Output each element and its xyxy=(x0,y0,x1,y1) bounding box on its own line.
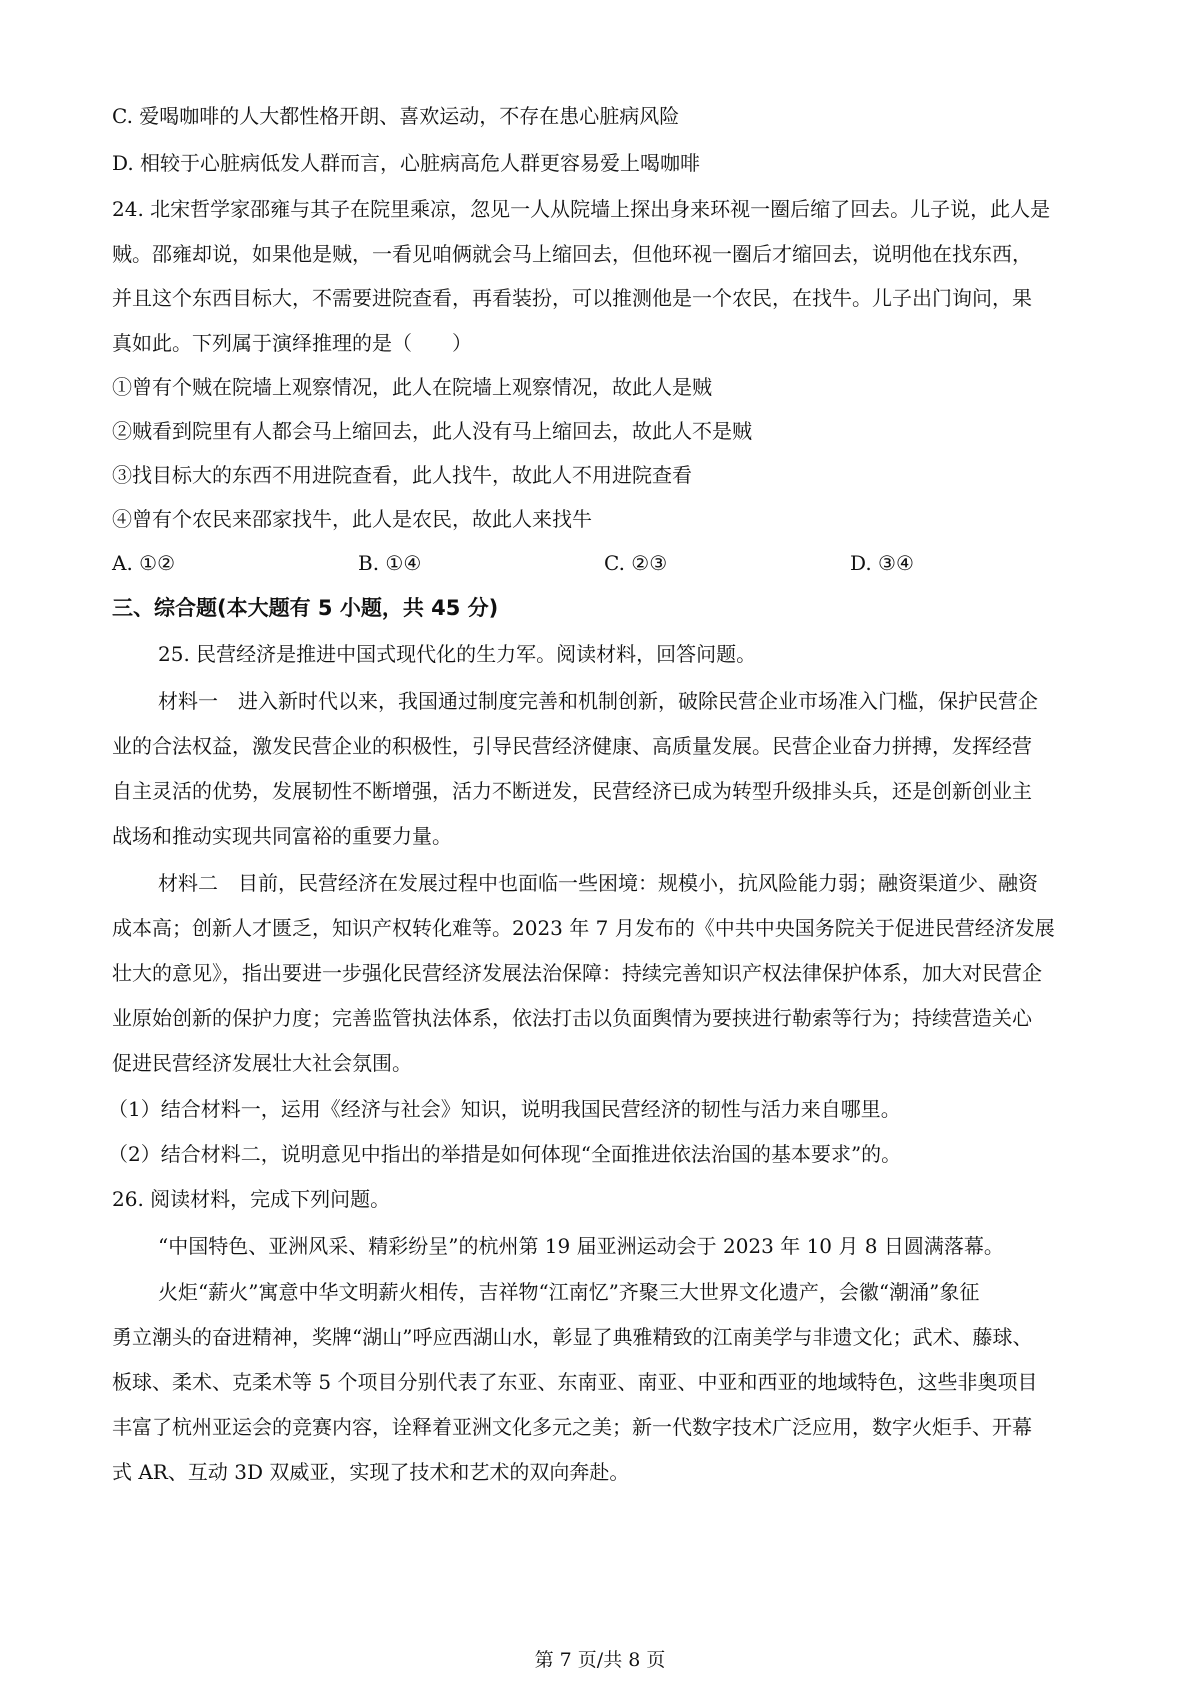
question-24-statement: ③找目标大的东西不用进院查看，此人找牛，故此人不用进院查看 xyxy=(112,463,692,487)
question-26-material-line: 式 AR、互动 3D 双威亚，实现了技术和艺术的双向奔赴。 xyxy=(112,1460,630,1484)
question-24-stem-line: 24. 北宋哲学家邵雍与其子在院里乘凉，忽见一人从院墙上探出身来环视一圈后缩了回去。儿子说，此人是 xyxy=(112,197,1051,221)
material-2-line: 壮大的意见》，指出要进一步强化民营经济发展法治保障：持续完善知识产权法律保护体系，加大对民营企 xyxy=(112,961,1042,985)
question-26-material-line: 火炬“薪火”寓意中华文明薪火相传，吉祥物“江南忆”齐聚三大世界文化遗产，会徽“潮涌”象征 xyxy=(158,1280,980,1304)
question-24-option-b: B. ①④ xyxy=(358,551,422,575)
material-1-line: 战场和推动实现共同富裕的重要力量。 xyxy=(112,824,452,848)
section-heading: 三、综合题(本大题有 5 小题，共 45 分) xyxy=(112,596,499,620)
question-25-intro: 25. 民营经济是推进中国式现代化的生力军。阅读材料，回答问题。 xyxy=(158,642,757,666)
question-26-material-line: 丰富了杭州亚运会的竞赛内容，诠释着亚洲文化多元之美；新一代数字技术广泛应用，数字火炬手、开幕 xyxy=(112,1415,1032,1439)
material-2-line: 成本高；创新人才匮乏，知识产权转化难等。2023 年 7 月发布的《中共中央国务院关于促进民营经济发展 xyxy=(112,916,1055,940)
question-24-option-a: A. ①② xyxy=(112,551,176,575)
material-2-line: 业原始创新的保护力度；完善监管执法体系，依法打击以负面舆情为要挟进行勒索等行为；持续营造关心 xyxy=(112,1006,1032,1030)
page-number: 第 7 页/共 8 页 xyxy=(534,1649,666,1671)
material-2-line: 促进民营经济发展壮大社会氛围。 xyxy=(112,1051,412,1075)
material-2-line: 材料二 目前，民营经济在发展过程中也面临一些困境：规模小，抗风险能力弱；融资渠道少、融资 xyxy=(158,871,1038,895)
question-25-sub-2: （2）结合材料二，说明意见中指出的举措是如何体现“全面推进依法治国的基本要求”的。 xyxy=(108,1142,902,1166)
question-24-option-c: C. ②③ xyxy=(604,551,668,575)
question-26-paragraph: “中国特色、亚洲风采、精彩纷呈”的杭州第 19 届亚洲运动会于 2023 年 10 月 8 日圆满落幕。 xyxy=(158,1234,1004,1258)
question-23-option-c: C. 爱喝咖啡的人大都性格开朗、喜欢运动，不存在患心脏病风险 xyxy=(112,104,680,128)
material-1-line: 业的合法权益，激发民营企业的积极性，引导民营经济健康、高质量发展。民营企业奋力拼搏，发挥经营 xyxy=(112,734,1032,758)
question-26-intro: 26. 阅读材料，完成下列问题。 xyxy=(112,1187,391,1211)
question-25-sub-1: （1）结合材料一，运用《经济与社会》知识，说明我国民营经济的韧性与活力来自哪里。 xyxy=(108,1097,901,1121)
material-1-line: 材料一 进入新时代以来，我国通过制度完善和机制创新，破除民营企业市场准入门槛，保护民营企 xyxy=(158,689,1038,713)
question-26-material-line: 勇立潮头的奋进精神，奖牌“湖山”呼应西湖山水，彰显了典雅精致的江南美学与非遗文化；武术、藤球、 xyxy=(112,1325,1033,1349)
question-24-stem-line: 真如此。下列属于演绎推理的是（ ） xyxy=(112,331,472,355)
material-1-line: 自主灵活的优势，发展韧性不断增强，活力不断迸发，民营经济已成为转型升级排头兵，还是创新创业主 xyxy=(112,779,1032,803)
question-24-statement: ①曾有个贼在院墙上观察情况，此人在院墙上观察情况，故此人是贼 xyxy=(112,375,712,399)
question-26-material-line: 板球、柔术、克柔术等 5 个项目分别代表了东亚、东南亚、南亚、中亚和西亚的地域特色，这些非奥项目 xyxy=(112,1370,1038,1394)
question-24-stem-line: 并且这个东西目标大，不需要进院查看，再看装扮，可以推测他是一个农民，在找牛。儿子出门询问，果 xyxy=(112,286,1032,310)
question-23-option-d: D. 相较于心脏病低发人群而言，心脏病高危人群更容易爱上喝咖啡 xyxy=(112,151,701,175)
question-24-statement: ②贼看到院里有人都会马上缩回去，此人没有马上缩回去，故此人不是贼 xyxy=(112,419,752,443)
question-24-stem-line: 贼。邵雍却说，如果他是贼，一看见咱俩就会马上缩回去，但他环视一圈后才缩回去，说明他在找东西， xyxy=(112,242,1032,266)
question-24-option-d: D. ③④ xyxy=(850,551,914,575)
question-24-statement: ④曾有个农民来邵家找牛，此人是农民，故此人来找牛 xyxy=(112,507,592,531)
